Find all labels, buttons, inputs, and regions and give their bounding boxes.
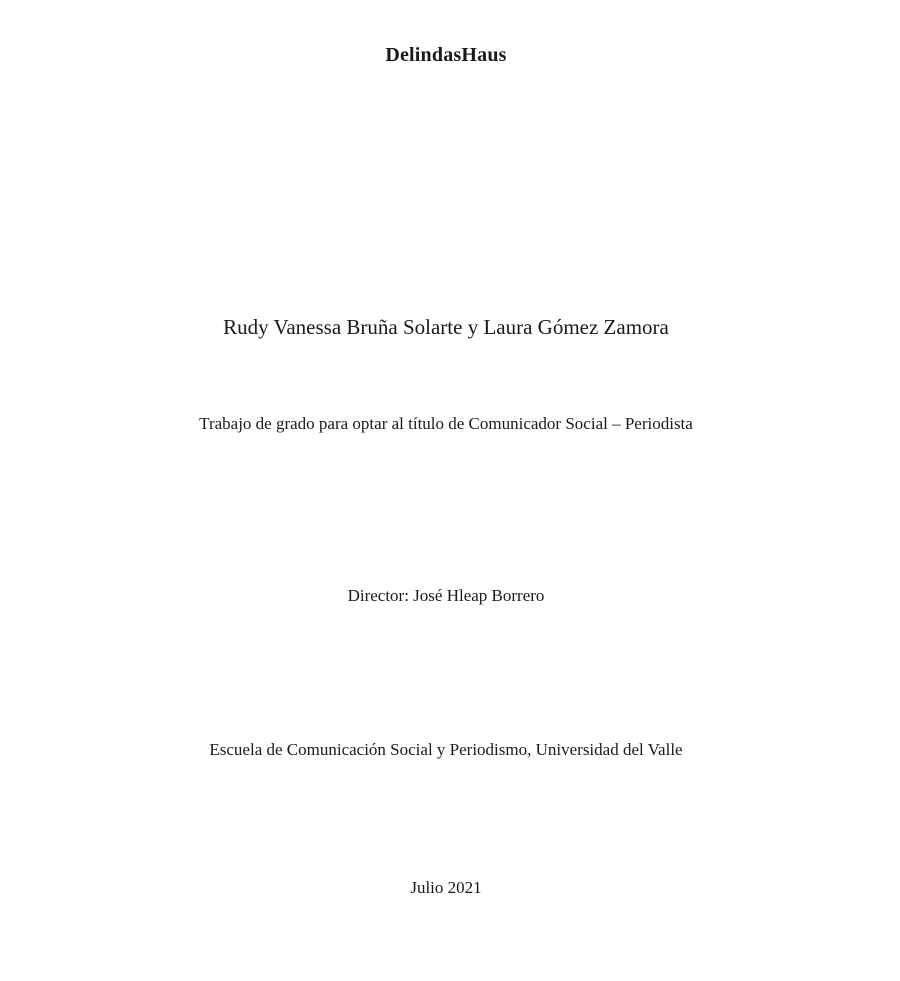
institution-line: Escuela de Comunicación Social y Periodismo, Universidad del Valle — [209, 740, 683, 759]
date-line: Julio 2021 — [410, 878, 482, 897]
degree-statement: Trabajo de grado para optar al título de Comunicador Social – Periodista — [199, 414, 693, 433]
document-title: DelindasHaus — [385, 44, 507, 66]
authors-line: Rudy Vanessa Bruña Solarte y Laura Gómez Zamora — [223, 315, 669, 339]
director-line: Director: José Hleap Borrero — [347, 586, 545, 605]
